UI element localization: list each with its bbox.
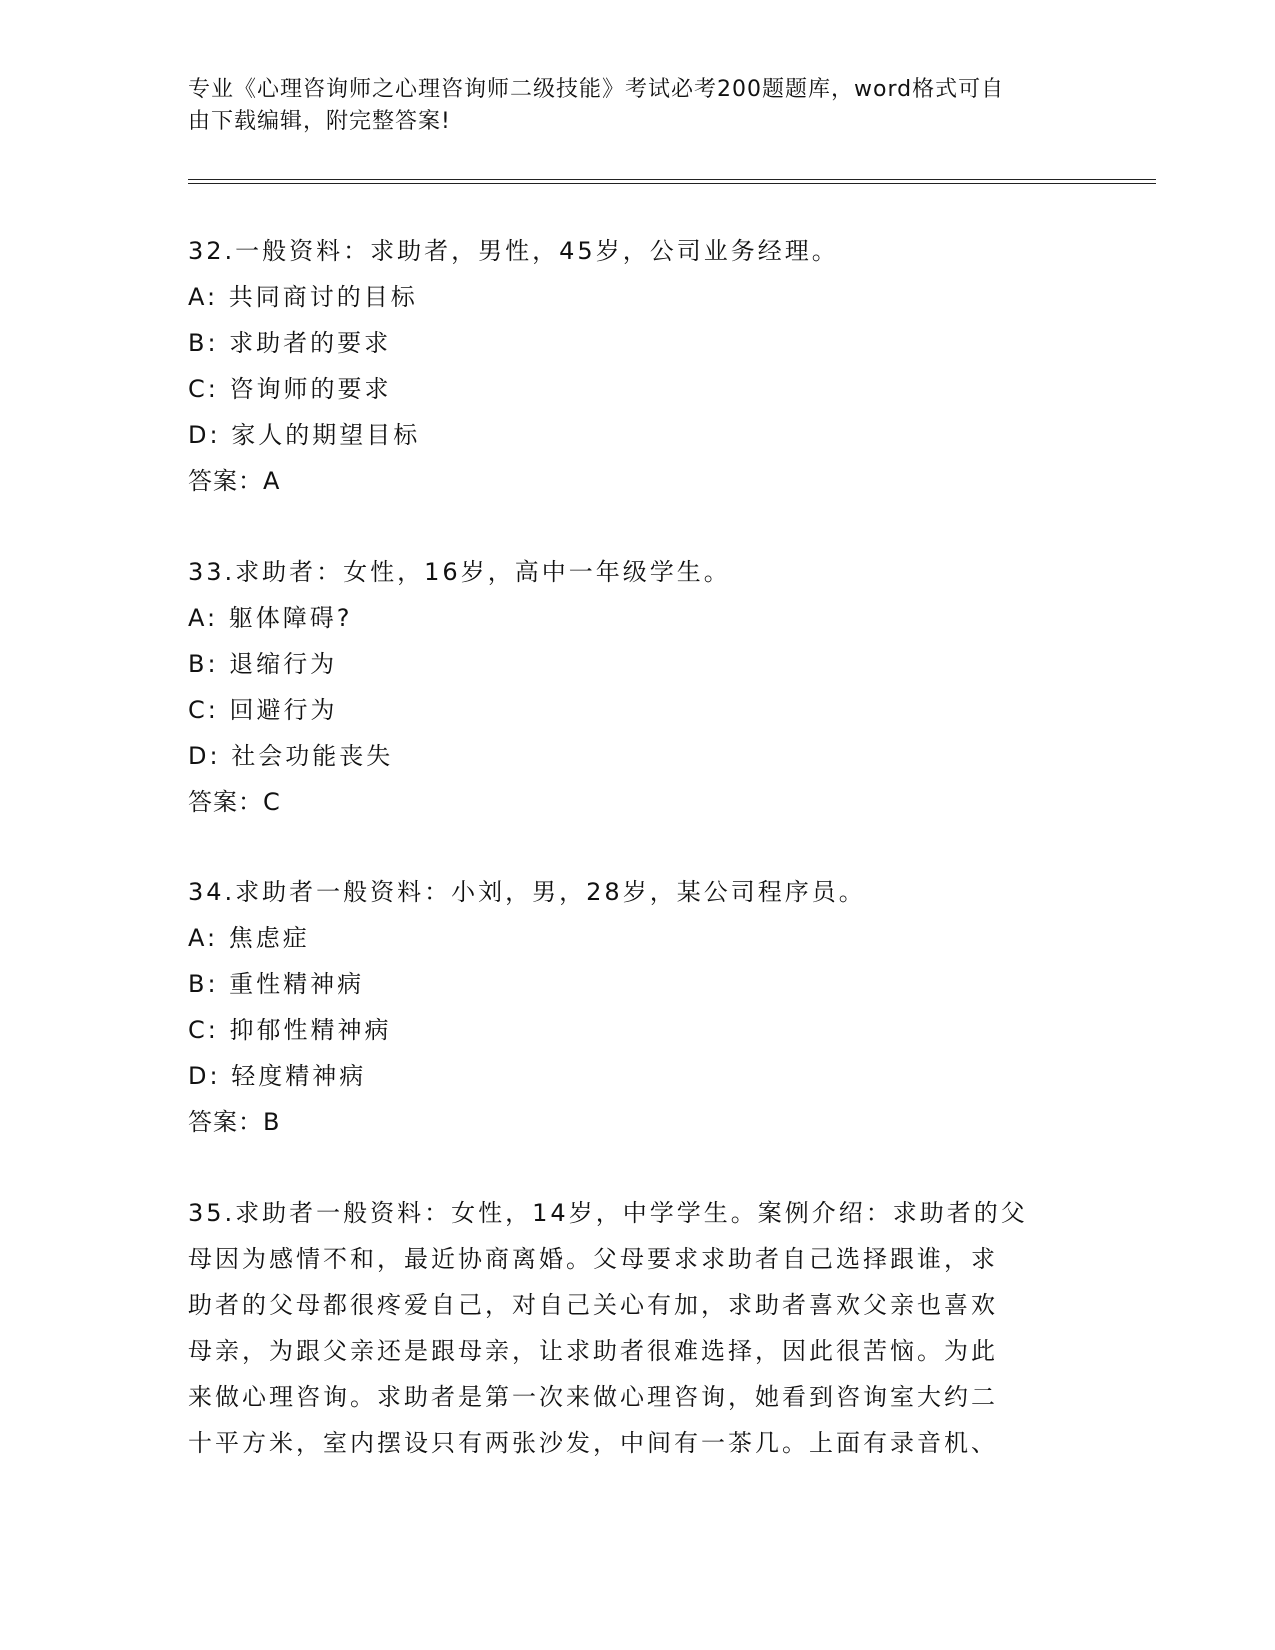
answer: 答案：B (188, 1108, 281, 1136)
answer: 答案：A (188, 467, 281, 495)
option-b: B: 退缩行为 (188, 650, 338, 678)
option-c: C: 回避行为 (188, 696, 338, 724)
question-stem-line: 母亲，为跟父亲还是跟母亲，让求助者很难选择，因此很苦恼。为此 (188, 1337, 998, 1365)
question-33 (188, 549, 1088, 825)
question-stem: 33.求助者：女性，16岁，高中一年级学生。 (188, 558, 731, 586)
answer: 答案：C (188, 788, 281, 816)
option-c: C: 抑郁性精神病 (188, 1016, 392, 1044)
question-stem-line: 助者的父母都很疼爱自己，对自己关心有加，求助者喜欢父亲也喜欢 (188, 1291, 998, 1319)
question-stem: 32.一般资料：求助者，男性，45岁，公司业务经理。 (188, 237, 839, 265)
option-c: C: 咨询师的要求 (188, 375, 392, 403)
document-header (188, 74, 1068, 138)
option-d: D: 家人的期望目标 (188, 421, 421, 449)
option-b: B: 求助者的要求 (188, 329, 392, 357)
header-line-2: 由下载编辑，附完整答案! (188, 109, 451, 134)
question-34 (188, 869, 1088, 1145)
header-line-1: 专业《心理咨询师之心理咨询师二级技能》考试必考200题题库，word格式可自 (188, 77, 1005, 102)
question-stem-line: 35.求助者一般资料：女性，14岁，中学学生。案例介绍：求助者的父 (188, 1199, 1028, 1227)
header-divider-top (188, 179, 1156, 180)
header-divider-bottom (188, 183, 1156, 184)
question-35 (188, 1190, 1088, 1466)
question-stem-line: 母因为感情不和，最近协商离婚。父母要求求助者自己选择跟谁，求 (188, 1245, 998, 1273)
option-a: A: 焦虑症 (188, 924, 310, 952)
option-b: B: 重性精神病 (188, 970, 365, 998)
question-stem-line: 十平方米，室内摆设只有两张沙发，中间有一茶几。上面有录音机、 (188, 1429, 998, 1457)
option-a: A: 躯体障碍? (188, 604, 353, 632)
option-d: D: 轻度精神病 (188, 1062, 367, 1090)
option-d: D: 社会功能丧失 (188, 742, 394, 770)
question-stem-line: 来做心理咨询。求助者是第一次来做心理咨询，她看到咨询室大约二 (188, 1383, 998, 1411)
question-stem: 34.求助者一般资料：小刘，男，28岁，某公司程序员。 (188, 878, 866, 906)
question-32 (188, 228, 1088, 504)
option-a: A: 共同商讨的目标 (188, 283, 418, 311)
